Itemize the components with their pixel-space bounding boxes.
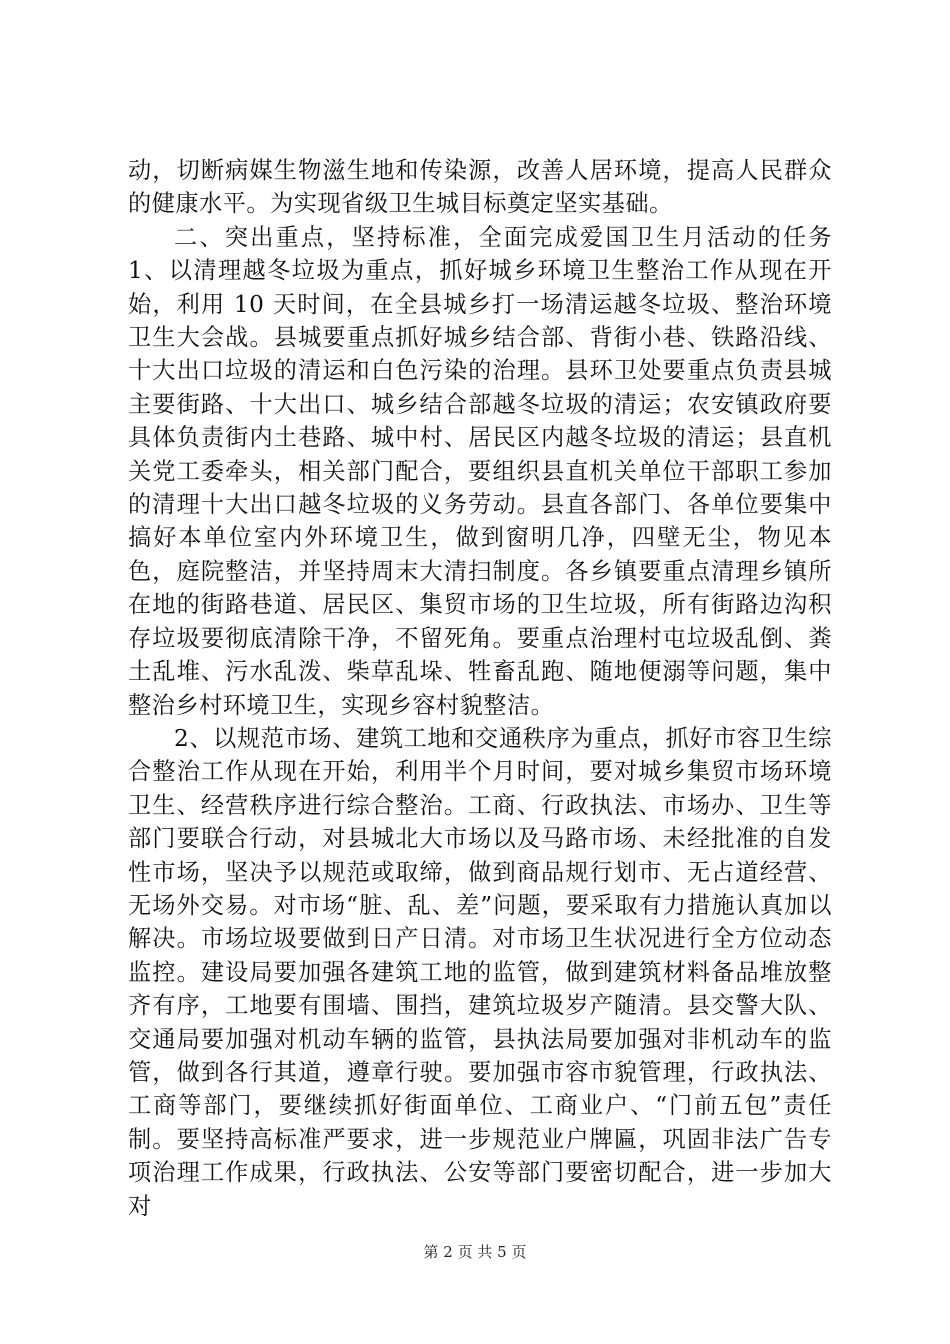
document-body [128,154,832,1223]
paragraph-section-two: 二、突出重点，坚持标准，全面完成爱国卫生月活动的任务 1、以清理越冬垃圾为重点，抓好城乡环境卫生整治工作从现在开始，利用 10 天时间，在全县城乡打一场清运越冬垃圾、整治环境卫生大会战。县城要重点抓好城乡结合部、背街小巷、铁路沿线、十大出口垃圾的清运和白色污染的治理。县环卫处要重点负责县城主要街路、十大出口、城乡结合部越冬垃圾的清运；农安镇政府要具体负责街内土巷路、城中村、居民区内越冬垃圾的清运；县直机关党工委牵头，相关部门配合，要组织县直机关单位干部职工参加的清理十大出口越冬垃圾的义务劳动。县直各部门、各单位要集中搞好本单位室内外环境卫生，做到窗明几净，四壁无尘，物见本色，庭院整洁，并坚持周末大清扫制度。各乡镇要重点清理乡镇所在地的街路巷道、居民区、集贸市场的卫生垃圾，所有街路边沟积存垃圾要彻底清除干净，不留死角。要重点治理村屯垃圾乱倒、粪土乱堆、污水乱泼、柴草乱垛、牲畜乱跑、随地便溺等问题，集中整治乡村环境卫生，实现乡容村貌整洁。 [128,223,832,719]
paragraph-continuation: 动，切断病媒生物滋生地和传染源，改善人居环境，提高人民群众的健康水平。为实现省级卫生城目标奠定坚实基础。 [128,157,832,218]
paragraph-item-two: 2、以规范市场、建筑工地和交通秩序为重点，抓好市容卫生综合整治工作从现在开始，利用半个月时间，要对城乡集贸市场环境卫生、经营秩序进行综合整治。工商、行政执法、市场办、卫生等部门要联合行动，对县城北大市场以及马路市场、未经批准的自发性市场，坚决予以规范或取缔，做到商品规行划市、无占道经营、无场外交易。对市场“脏、乱、差”问题，要采取有力措施认真加以解决。市场垃圾要做到日产日清。对市场卫生状况进行全方位动态监控。建设局要加强各建筑工地的监管，做到建筑材料备品堆放整齐有序，工地要有围墙、围挡，建筑垃圾岁产随清。县交警大队、交通局要加强对机动车辆的监管，县执法局要加强对非机动车的监管，做到各行其道，遵章行驶。要加强市容市貌管理，行政执法、工商等部门，要继续抓好街面单位、工商业户、“门前五包”责任制。要坚持高标准严要求，进一步规范业户牌匾，巩固非法广告专项治理工作成果，行政执法、公安等部门要密切配合，进一步加大对 [128,724,832,1220]
page-number-footer: 第 2 页 共 5 页 [423,1243,527,1261]
